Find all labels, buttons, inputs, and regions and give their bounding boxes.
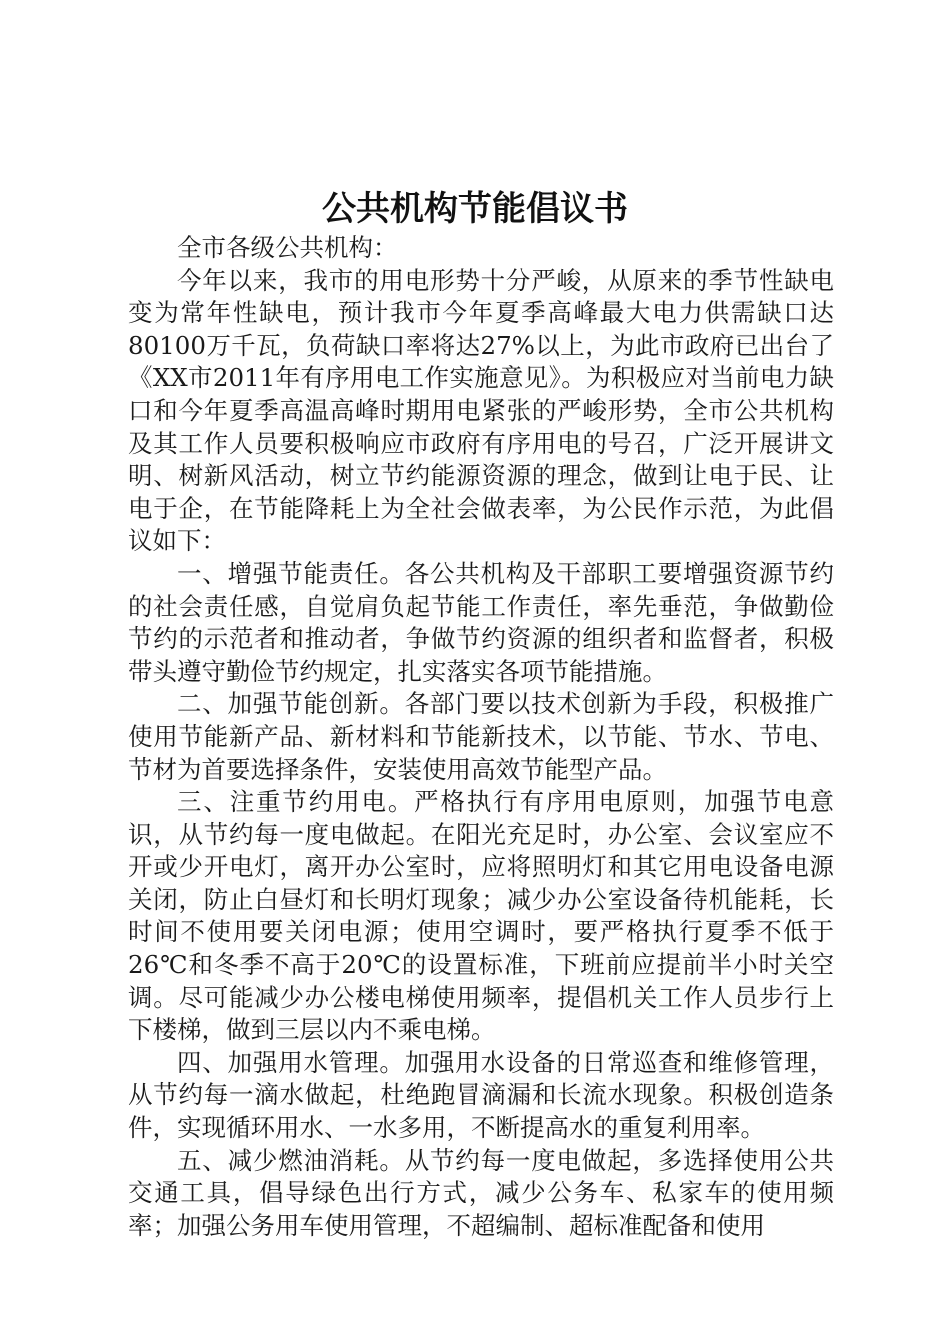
paragraph-item-4: 四、加强用水管理。加强用水设备的日常巡查和维修管理，从节约每一滴水做起，杜绝跑冒滴漏和长流水现象。积极创造条件，实现循环用水、一水多用，不断提高水的重复利用率。 [128,1047,834,1143]
paragraph-item-2: 二、加强节能创新。各部门要以技术创新为手段，积极推广使用节能新产品、新材料和节能新技术，以节能、节水、节电、节材为首要选择条件，安装使用高效节能型产品。 [128,689,834,784]
paragraph-item-3: 三、注重节约用电。严格执行有序用电原则，加强节电意识，从节约每一度电做起。在阳光充足时，办公室、会议室应不开或少开电灯，离开办公室时，应将照明灯和其它用电设备电源关闭，防止白昼灯和长明灯现象；减少办公室设备待机能耗，长时间不使用要关闭电源；使用空调时，要严格执行夏季不低于26℃和冬季不高于20℃的设置标准，下班前应提前半小时关空调。尽可能减少办公楼电梯使用频率，提倡机关工作人员步行上下楼梯，做到三层以内不乘电梯。 [128,787,834,1045]
salutation: 全市各级公共机构： [177,233,398,262]
document-title: 公共机构节能倡议书 [322,189,628,229]
paragraph-item-5: 五、减少燃油消耗。从节约每一度电做起，多选择使用公共交通工具，倡导绿色出行方式，减少公务车、私家车的使用频率；加强公务用车使用管理，不超编制、超标准配备和使用 [128,1145,834,1240]
paragraph-item-1: 一、增强节能责任。各公共机构及干部职工要增强资源节约的社会责任感，自觉肩负起节能工作责任，率先垂范，争做勤俭节约的示范者和推动者，争做节约资源的组织者和监督者，积极带头遵守勤俭节约规定，扎实落实各项节能措施。 [128,558,834,686]
document-body [128,232,834,1242]
paragraph-intro: 今年以来，我市的用电形势十分严峻，从原来的季节性缺电变为常年性缺电，预计我市今年夏季高峰最大电力供需缺口达80100万千瓦，负荷缺口率将达27%以上，为此市政府已出台了《XX市2011年有序用电工作实施意见》。为积极应对当前电力缺口和今年夏季高温高峰时期用电紧张的严峻形势，全市公共机构及其工作人员要积极响应市政府有序用电的号召，广泛开展讲文明、树新风活动，树立节约能源资源的理念，做到让电于民、让电于企，在节能降耗上为全社会做表率，为公民作示范，为此倡议如下： [128,265,834,556]
